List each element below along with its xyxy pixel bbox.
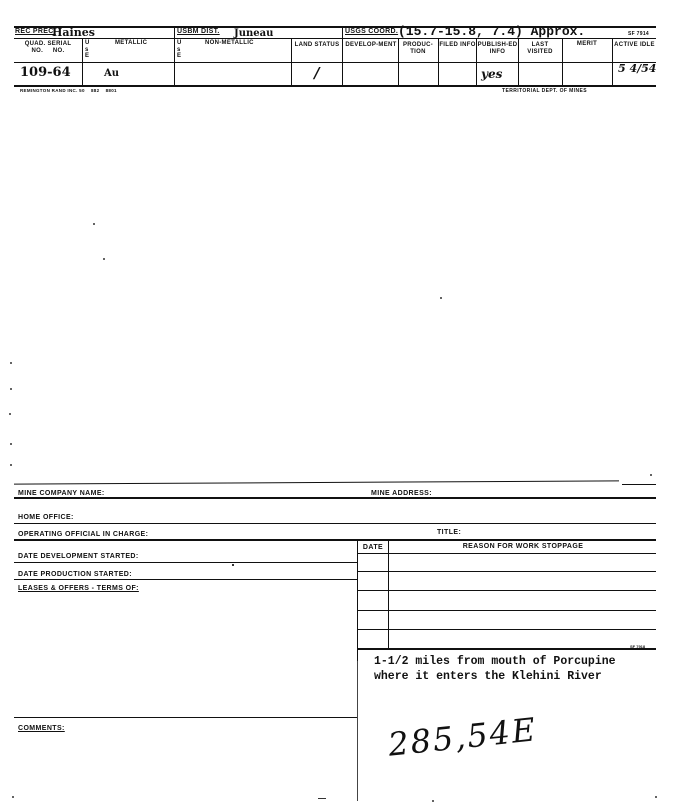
metallic-header: METALLIC — [115, 40, 148, 46]
land-status-value: / — [314, 64, 320, 82]
merit-header: MERIT — [576, 41, 598, 47]
scan-speck — [12, 796, 14, 798]
active-idle-header: ACTIVE IDLE — [614, 42, 655, 48]
mine-address-label: MINE ADDRESS: — [371, 490, 432, 497]
scan-speck — [232, 564, 234, 566]
form-code: SF 7914 — [628, 31, 650, 37]
scan-speck — [650, 474, 652, 476]
location-note-line-2: where it enters the Klehini River — [374, 670, 602, 683]
operating-official-label: OPERATING OFFICIAL IN CHARGE: — [18, 531, 149, 538]
quad-serial-subheader: NO. NO. — [31, 48, 65, 54]
scan-speck — [93, 223, 95, 225]
land-status-header: LAND STATUS — [294, 42, 340, 48]
quad-serial-header: QUAD. SERIAL — [24, 41, 72, 47]
u-header: U — [85, 40, 90, 46]
comments-label: COMMENTS: — [18, 725, 65, 732]
usgs-coord-value: (15.7-15.8, 7.4) Approx. — [398, 24, 586, 39]
scan-mark — [318, 798, 326, 799]
handwritten-code: 285,54E — [386, 710, 539, 764]
scan-speck — [10, 388, 12, 390]
scan-speck — [10, 443, 12, 445]
published-info-header: PUBLISH-ED INFO — [477, 42, 518, 55]
metallic-value: Au — [104, 68, 120, 79]
title-label: TITLE: — [437, 529, 462, 536]
date-prod-started-label: DATE PRODUCTION STARTED: — [18, 571, 132, 578]
scan-speck — [655, 796, 657, 798]
rec-prec-label: REC PREC. — [15, 28, 56, 35]
location-note-line-1: 1-1/2 miles from mouth of Porcupine — [374, 655, 616, 668]
scan-speck — [432, 800, 434, 802]
filed-info-header: FILED INFO — [439, 42, 476, 48]
quad-serial-value: 109-64 — [20, 65, 71, 80]
scan-speck — [10, 362, 12, 364]
non-metallic-header: NON-METALLIC — [205, 40, 254, 46]
mine-company-name-label: MINE COMPANY NAME: — [18, 490, 105, 497]
date-column-header: DATE — [362, 544, 384, 551]
development-header: DEVELOP-MENT — [345, 42, 397, 48]
active-idle-value: 5 4/54 — [618, 62, 657, 75]
usgs-coord-label: USGS COORD. — [345, 28, 399, 35]
scan-speck — [440, 297, 442, 299]
scan-speck — [9, 413, 11, 415]
date-dev-started-label: DATE DEVELOPMENT STARTED: — [18, 553, 139, 560]
last-visited-header: LAST VISITED — [527, 42, 553, 55]
published-info-value: yes — [481, 67, 503, 81]
imprint-right: TERRITORIAL DEPT. OF MINES — [502, 88, 587, 94]
imprint-left: REMINGTON RAND INC. 50 882 8801 — [20, 88, 117, 93]
scan-speck — [10, 464, 12, 466]
home-office-label: HOME OFFICE: — [18, 514, 74, 521]
rec-prec-value: Haines — [52, 26, 95, 39]
usbm-dist-value: Juneau — [234, 28, 274, 39]
reason-stoppage-header: REASON FOR WORK STOPPAGE — [462, 543, 584, 550]
leases-label: LEASES & OFFERS - TERMS OF: — [18, 585, 139, 592]
usbm-dist-label: USBM DIST. — [177, 28, 220, 35]
form-code-2: SF 7918 — [630, 644, 646, 649]
u2-header: U — [177, 40, 182, 46]
scan-speck — [103, 258, 105, 260]
production-header: PRODUC-TION — [402, 42, 434, 55]
